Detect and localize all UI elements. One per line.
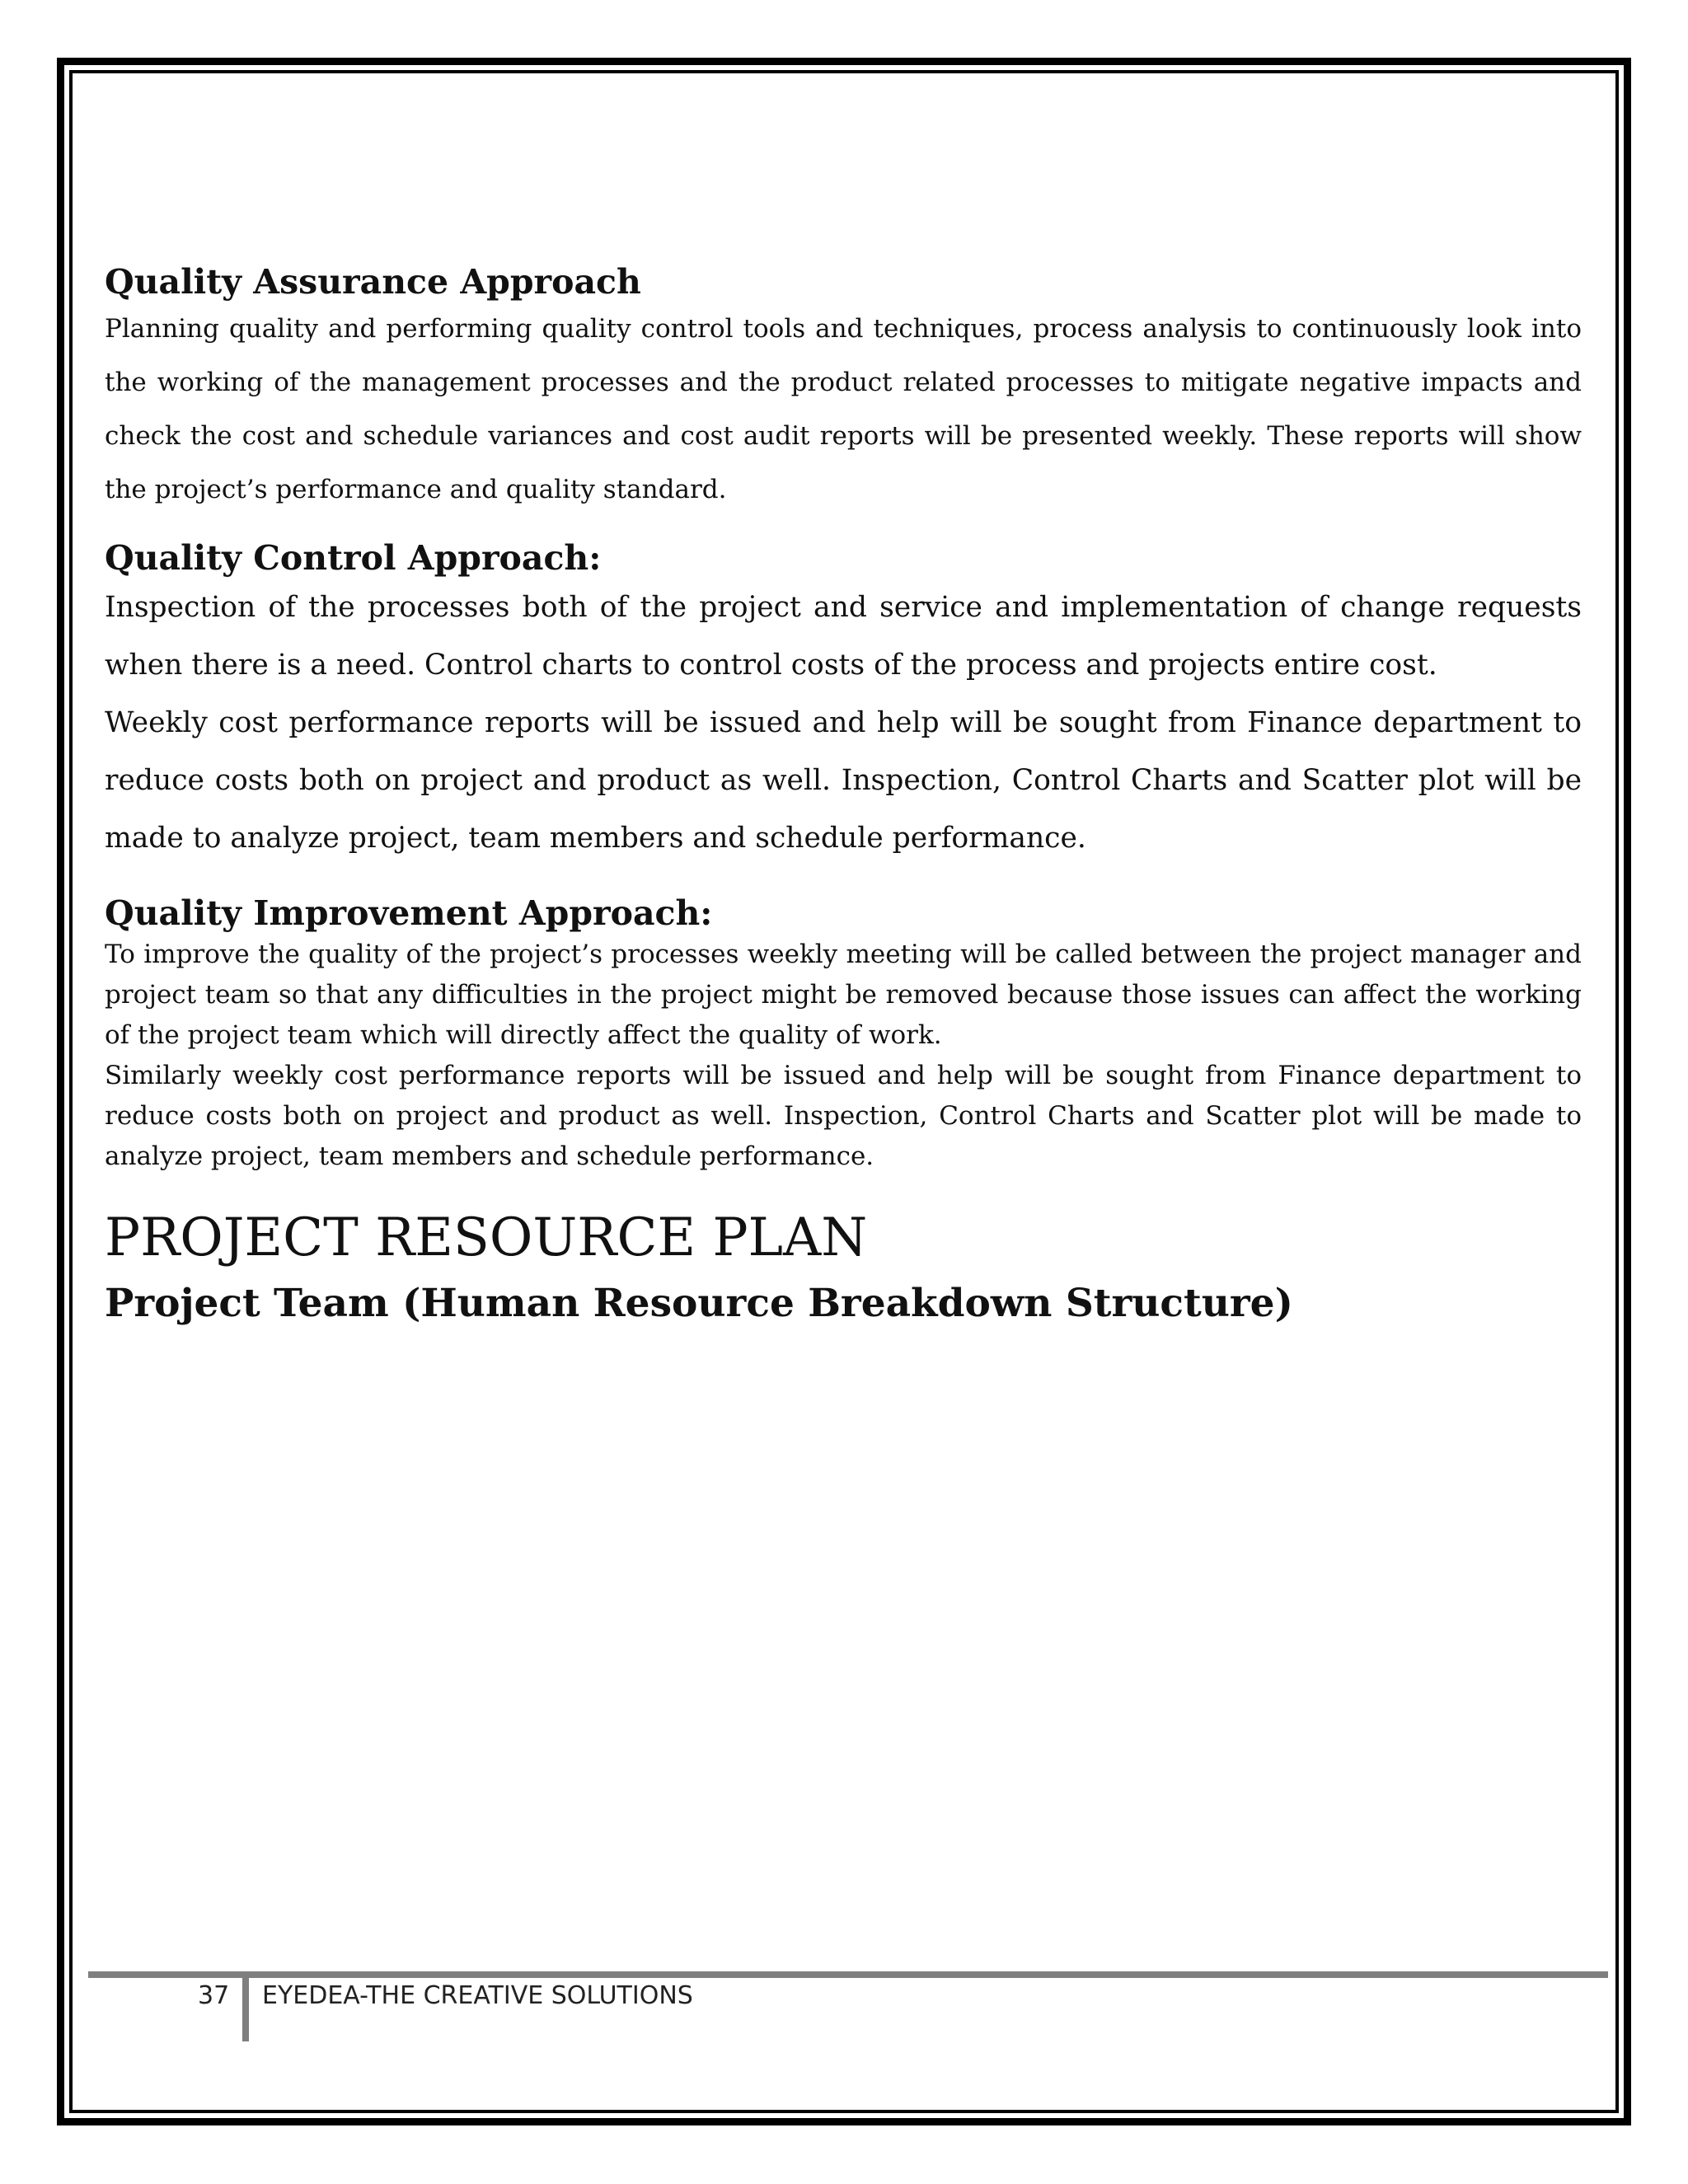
quality-control-heading: Quality Control Approach: xyxy=(105,538,602,579)
footer-rule xyxy=(88,1971,1608,1978)
project-team-heading: Project Team (Human Resource Breakdown Structure) xyxy=(105,1281,1293,1327)
quality-improvement-heading: Quality Improvement Approach: xyxy=(105,893,713,934)
resource-plan-title: PROJECT RESOURCE PLAN xyxy=(105,1207,868,1268)
quality-control-paragraph-1: Inspection of the processes both of the project and service and implementation of change requests when there is a need. Control charts to control costs of the process and projects entire cost. xyxy=(105,591,1582,682)
footer-divider xyxy=(242,1974,249,2041)
page-number: 37 xyxy=(198,1981,230,2010)
quality-improvement-paragraph-1: To improve the quality of the project’s processes weekly meeting will be called between the project manager and project team so that any difficulties in the project might be removed because those issues can affect the working of the project team which will directly affect the quality of work. xyxy=(105,939,1582,1050)
quality-assurance-heading: Quality Assurance Approach xyxy=(105,262,641,302)
footer-company-name: EYEDEA-THE CREATIVE SOLUTIONS xyxy=(262,1981,693,2010)
page-content xyxy=(105,262,1582,1328)
quality-control-paragraph-2: Weekly cost performance reports will be issued and help will be sought from Finance department to reduce costs both on project and product as well. Inspection, Control Charts and Scatter plot will be made to analyze project, team members and schedule performance. xyxy=(105,706,1582,855)
quality-assurance-paragraph: Planning quality and performing quality control tools and techniques, process analysis to continuously look into the working of the management processes and the product related processes to mitigate negative impacts and check the cost and schedule variances and cost audit reports will be presented weekly. These reports will show the project’s performance and quality standard. xyxy=(105,314,1582,505)
quality-improvement-paragraph-2: Similarly weekly cost performance reports will be issued and help will be sought from Finance department to reduce costs both on project and product as well. Inspection, Control Charts and Scatter plot will be made to analyze project, team members and schedule performance. xyxy=(105,1060,1582,1171)
